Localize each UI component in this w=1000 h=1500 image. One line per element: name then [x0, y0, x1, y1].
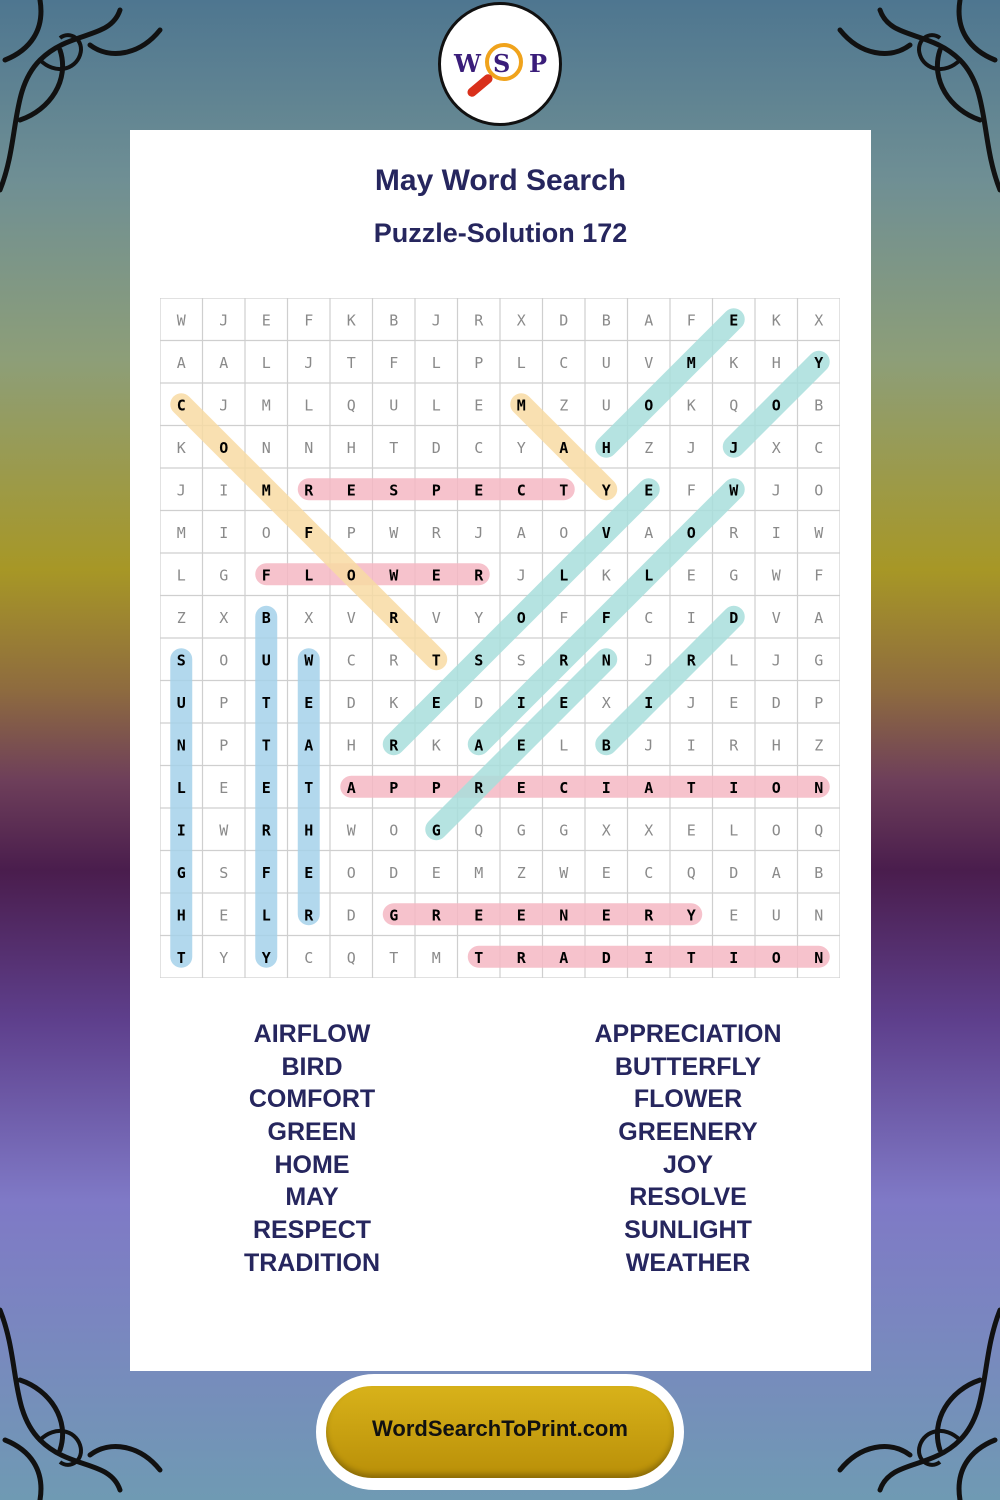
grid-letter-solution[interactable]: T [686, 948, 696, 967]
grid-letter[interactable]: M [474, 863, 484, 882]
grid-letter[interactable]: C [346, 651, 356, 670]
grid-letter[interactable]: D [559, 311, 569, 330]
grid-letter[interactable]: O [219, 651, 229, 670]
grid-letter[interactable]: B [814, 863, 824, 882]
grid-letter[interactable]: T [346, 353, 356, 372]
word-list-item: SUNLIGHT [624, 1216, 752, 1245]
grid-letter[interactable]: O [559, 523, 569, 542]
grid-letter-solution[interactable]: R [474, 566, 484, 585]
grid-letter-solution[interactable]: Y [686, 906, 696, 925]
grid-letter[interactable]: Z [814, 736, 824, 755]
grid-letter-solution[interactable]: T [474, 948, 484, 967]
grid-letter[interactable]: M [261, 396, 271, 415]
grid-letter[interactable]: K [729, 353, 739, 372]
grid-letter-solution[interactable]: E [601, 906, 611, 925]
grid-letter[interactable]: I [219, 481, 229, 500]
word-list-item: BUTTERFLY [614, 1052, 762, 1081]
word-list-item: WEATHER [625, 1248, 751, 1277]
grid-letter-solution[interactable]: R [261, 821, 271, 840]
grid-letter[interactable]: D [346, 693, 356, 712]
word-list-item: FLOWER [633, 1085, 743, 1114]
grid-letter-solution[interactable]: O [686, 523, 696, 542]
grid-letter-solution[interactable]: R [431, 906, 441, 925]
grid-letter[interactable]: Y [516, 438, 526, 457]
grid-letter[interactable]: J [686, 438, 696, 457]
grid-letter[interactable]: K [771, 311, 781, 330]
grid-letter[interactable]: Q [474, 821, 484, 840]
grid-letter[interactable]: V [431, 608, 441, 627]
grid-letter-solution[interactable]: R [389, 736, 399, 755]
grid-letter[interactable]: K [389, 693, 399, 712]
grid-letter[interactable]: A [644, 523, 654, 542]
grid-letter[interactable]: C [304, 948, 314, 967]
grid-letter[interactable]: R [389, 651, 399, 670]
grid-letter-solution[interactable]: L [176, 778, 186, 797]
grid-letter-solution[interactable]: P [431, 481, 441, 500]
grid-letter-solution[interactable]: Y [814, 353, 824, 372]
grid-letter[interactable]: M [431, 948, 441, 967]
grid-letter-solution[interactable]: R [304, 906, 314, 925]
grid-letter[interactable]: C [474, 438, 484, 457]
puzzle-card [130, 130, 871, 1371]
grid-letter-solution[interactable]: N [601, 651, 611, 670]
grid-letter-solution[interactable]: M [686, 353, 696, 372]
grid-letter-solution[interactable]: O [644, 396, 654, 415]
grid-letter[interactable]: U [389, 396, 399, 415]
grid-letter[interactable]: J [686, 693, 696, 712]
grid-letter[interactable]: J [644, 651, 654, 670]
grid-letter[interactable]: O [346, 863, 356, 882]
grid-letter-solution[interactable]: T [686, 778, 696, 797]
grid-letter-solution[interactable]: E [431, 566, 441, 585]
grid-letter-solution[interactable]: Y [261, 948, 271, 967]
grid-letter[interactable]: D [729, 863, 739, 882]
grid-letter-solution[interactable]: P [389, 778, 399, 797]
grid-letter-solution[interactable]: C [516, 481, 526, 500]
grid-letter[interactable]: L [431, 396, 441, 415]
grid-letter[interactable]: L [729, 651, 739, 670]
grid-letter[interactable]: A [644, 311, 654, 330]
grid-letter[interactable]: D [771, 693, 781, 712]
grid-letter[interactable]: D [431, 438, 441, 457]
grid-letter[interactable]: B [389, 311, 399, 330]
grid-letter[interactable]: L [261, 353, 271, 372]
word-list-item: GREENERY [618, 1118, 758, 1147]
grid-letter[interactable]: Z [644, 438, 654, 457]
grid-letter-solution[interactable]: O [219, 438, 229, 457]
grid-letter[interactable]: V [346, 608, 356, 627]
grid-letter-solution[interactable]: I [729, 778, 739, 797]
word-list-item: RESOLVE [629, 1183, 747, 1212]
grid-letter[interactable]: E [431, 863, 441, 882]
grid-letter[interactable]: J [644, 736, 654, 755]
grid-letter[interactable]: A [814, 608, 824, 627]
grid-letter-solution[interactable]: N [814, 778, 824, 797]
grid-letter-solution[interactable]: E [304, 693, 314, 712]
grid-letter-solution[interactable]: A [474, 736, 484, 755]
grid-letter-solution[interactable]: I [601, 778, 611, 797]
grid-letter-solution[interactable]: I [516, 693, 526, 712]
word-list-item: HOME [274, 1150, 350, 1179]
grid-letter-solution[interactable]: N [559, 906, 569, 925]
grid-letter-solution[interactable]: F [261, 566, 271, 585]
grid-letter-solution[interactable]: R [516, 948, 526, 967]
grid-letter-solution[interactable]: T [261, 736, 271, 755]
footer-badge [316, 1374, 684, 1490]
word-list-item: APPRECIATION [594, 1020, 782, 1048]
grid-letter[interactable]: N [814, 906, 824, 925]
grid-letter-solution[interactable]: O [771, 396, 781, 415]
grid-letter[interactable]: L [559, 736, 569, 755]
grid-letter-solution[interactable]: B [261, 608, 271, 627]
grid-letter[interactable]: R [474, 311, 484, 330]
grid-letter[interactable]: P [219, 693, 229, 712]
grid-letter[interactable]: R [729, 523, 739, 542]
grid-letter[interactable]: O [261, 523, 271, 542]
grid-letter[interactable]: S [516, 651, 526, 670]
grid-letter[interactable]: G [729, 566, 739, 585]
grid-letter-solution[interactable]: U [261, 651, 271, 670]
grid-letter[interactable]: F [559, 608, 569, 627]
grid-letter[interactable]: X [219, 608, 229, 627]
grid-letter[interactable]: O [771, 821, 781, 840]
grid-letter-solution[interactable]: N [814, 948, 824, 967]
grid-letter[interactable]: W [389, 523, 399, 542]
word-list-item: RESPECT [252, 1216, 372, 1245]
grid-letter[interactable]: Q [346, 948, 356, 967]
grid-letter-solution[interactable]: H [304, 821, 314, 840]
grid-letter[interactable]: Z [176, 608, 186, 627]
grid-letter[interactable]: J [219, 396, 229, 415]
grid-letter[interactable]: J [516, 566, 526, 585]
site-logo[interactable] [438, 2, 562, 126]
grid-letter-solution[interactable]: S [176, 651, 186, 670]
grid-letter-solution[interactable]: E [559, 693, 569, 712]
grid-letter-solution[interactable]: A [346, 778, 356, 797]
grid-letter-solution[interactable]: V [601, 523, 611, 542]
grid-letter[interactable]: K [176, 438, 186, 457]
grid-letter[interactable]: J [474, 523, 484, 542]
grid-letter[interactable]: A [176, 353, 186, 372]
grid-letter[interactable]: K [686, 396, 696, 415]
logo-letter-s: S [493, 49, 511, 78]
grid-letter[interactable]: X [601, 821, 611, 840]
word-list-item: MAY [285, 1183, 339, 1212]
grid-letter[interactable]: H [771, 353, 781, 372]
grid-canvas [160, 298, 840, 978]
grid-letter-solution[interactable]: B [601, 736, 611, 755]
grid-letter-solution[interactable]: S [474, 651, 484, 670]
grid-letter-solution[interactable]: T [431, 651, 441, 670]
grid-letter-solution[interactable]: R [474, 778, 484, 797]
grid-letter[interactable]: A [771, 863, 781, 882]
word-list-item: COMFORT [248, 1085, 376, 1114]
grid-letter[interactable]: O [814, 481, 824, 500]
grid-letter[interactable]: L [431, 353, 441, 372]
word-list-right [528, 1018, 848, 1280]
grid-letter[interactable]: T [389, 948, 399, 967]
logo-letter-w: W [454, 49, 481, 78]
grid-letter[interactable]: G [219, 566, 229, 585]
grid-letter[interactable]: W [771, 566, 781, 585]
grid-letter[interactable]: V [644, 353, 654, 372]
page-title: May Word Search [374, 164, 627, 197]
grid-letter-solution[interactable]: O [771, 948, 781, 967]
grid-letter-solution[interactable]: E [516, 778, 526, 797]
grid-letter[interactable]: P [346, 523, 356, 542]
grid-letter[interactable]: X [814, 311, 824, 330]
grid-letter[interactable]: E [686, 821, 696, 840]
grid-letter[interactable]: C [814, 438, 824, 457]
grid-letter-solution[interactable]: I [176, 821, 186, 840]
grid-letter-solution[interactable]: I [644, 693, 654, 712]
grid-letter[interactable]: C [559, 353, 569, 372]
grid-letter[interactable]: N [261, 438, 271, 457]
grid-letter-solution[interactable]: O [771, 778, 781, 797]
grid-letter-solution[interactable]: E [474, 481, 484, 500]
grid-letter[interactable]: E [601, 863, 611, 882]
grid-letter[interactable]: F [686, 311, 696, 330]
word-list-left [152, 1018, 472, 1280]
grid-letter[interactable]: J [176, 481, 186, 500]
grid-letter[interactable]: D [346, 906, 356, 925]
grid-letter-solution[interactable]: E [304, 863, 314, 882]
grid-letter-solution[interactable]: Y [601, 481, 611, 500]
grid-letter-solution[interactable]: O [346, 566, 356, 585]
grid-letter-solution[interactable]: N [176, 736, 186, 755]
grid-letter[interactable]: Y [219, 948, 229, 967]
grid-letter[interactable]: M [176, 523, 186, 542]
grid-letter-solution[interactable]: D [729, 608, 739, 627]
grid-letter-solution[interactable]: F [304, 523, 314, 542]
grid-letter[interactable]: E [219, 778, 229, 797]
grid-letter[interactable]: P [814, 693, 824, 712]
site-link-text: WordSearchToPrint.com [372, 1416, 628, 1441]
grid-letter-solution[interactable]: E [474, 906, 484, 925]
grid-letter-solution[interactable]: W [304, 651, 314, 670]
grid-letter[interactable]: I [686, 608, 696, 627]
grid-letter[interactable]: A [516, 523, 526, 542]
grid-letter[interactable]: R [431, 523, 441, 542]
page-subtitle: Puzzle-Solution 172 [373, 218, 628, 248]
grid-letter[interactable]: W [176, 311, 186, 330]
grid-letter-solution[interactable]: G [431, 821, 441, 840]
grid-letter[interactable]: E [261, 311, 271, 330]
grid-letter[interactable]: Q [346, 396, 356, 415]
grid-letter[interactable]: J [304, 353, 314, 372]
grid-letter-solution[interactable]: L [559, 566, 569, 585]
grid-letter[interactable]: I [686, 736, 696, 755]
grid-letter[interactable]: F [686, 481, 696, 500]
grid-letter[interactable]: G [559, 821, 569, 840]
word-list-item: JOY [662, 1150, 714, 1179]
grid-letter-solution[interactable]: H [176, 906, 186, 925]
grid-letter[interactable]: F [389, 353, 399, 372]
grid-letter-solution[interactable]: A [304, 736, 314, 755]
grid-letter[interactable]: G [516, 821, 526, 840]
grid-letter[interactable]: C [644, 608, 654, 627]
word-search-grid [160, 298, 840, 978]
grid-letter[interactable]: N [304, 438, 314, 457]
grid-letter-solution[interactable]: U [176, 693, 186, 712]
grid-letter-solution[interactable]: I [729, 948, 739, 967]
grid-letter-solution[interactable]: A [644, 778, 654, 797]
grid-letter[interactable]: L [516, 353, 526, 372]
grid-letter[interactable]: Y [474, 608, 484, 627]
grid-letter-solution[interactable]: E [431, 693, 441, 712]
grid-letter[interactable]: J [219, 311, 229, 330]
grid-letter[interactable]: X [644, 821, 654, 840]
grid-letter-solution[interactable]: C [176, 396, 186, 415]
grid-letter-solution[interactable]: M [261, 481, 271, 500]
grid-letter[interactable]: H [346, 736, 356, 755]
grid-letter[interactable]: B [601, 311, 611, 330]
grid-letter[interactable]: E [729, 906, 739, 925]
grid-letter[interactable]: K [601, 566, 611, 585]
grid-letter-solution[interactable]: R [559, 651, 569, 670]
grid-letter[interactable]: I [771, 523, 781, 542]
grid-letter-solution[interactable]: P [431, 778, 441, 797]
grid-letter[interactable]: D [389, 863, 399, 882]
grid-letter-solution[interactable]: G [176, 863, 186, 882]
grid-letter[interactable]: E [729, 693, 739, 712]
grid-letter[interactable]: F [814, 566, 824, 585]
grid-letter-solution[interactable]: F [601, 608, 611, 627]
grid-letter[interactable]: W [814, 523, 824, 542]
word-list-item: TRADITION [243, 1248, 381, 1277]
grid-letter[interactable]: D [474, 693, 484, 712]
grid-letter[interactable]: P [219, 736, 229, 755]
grid-letter[interactable]: B [814, 396, 824, 415]
grid-letter-solution[interactable]: R [304, 481, 314, 500]
grid-letter-solution[interactable]: S [389, 481, 399, 500]
grid-letter[interactable]: H [771, 736, 781, 755]
grid-letter-solution[interactable]: E [644, 481, 654, 500]
grid-letter-solution[interactable]: A [559, 948, 569, 967]
grid-letter[interactable]: I [219, 523, 229, 542]
grid-letter[interactable]: E [219, 906, 229, 925]
grid-letter[interactable]: W [559, 863, 569, 882]
grid-letter-solution[interactable]: T [261, 693, 271, 712]
grid-letter-solution[interactable]: E [261, 778, 271, 797]
grid-letter[interactable]: K [346, 311, 356, 330]
grid-letter-solution[interactable]: R [389, 608, 399, 627]
grid-letter[interactable]: E [474, 396, 484, 415]
grid-letter[interactable]: V [771, 608, 781, 627]
grid-letter[interactable]: E [686, 566, 696, 585]
grid-letter[interactable]: G [814, 651, 824, 670]
grid-letter[interactable]: U [771, 906, 781, 925]
grid-letter-solution[interactable]: C [559, 778, 569, 797]
grid-letter[interactable]: U [601, 396, 611, 415]
grid-letter-solution[interactable]: D [601, 948, 611, 967]
grid-letter-solution[interactable]: L [261, 906, 271, 925]
word-list-item: AIRFLOW [253, 1020, 371, 1048]
grid-letter-solution[interactable]: T [176, 948, 186, 967]
grid-letter[interactable]: J [431, 311, 441, 330]
grid-letter[interactable]: C [644, 863, 654, 882]
grid-letter-solution[interactable]: W [389, 566, 399, 585]
grid-letter-solution[interactable]: E [729, 311, 739, 330]
grid-letter[interactable]: O [389, 821, 399, 840]
grid-letter-solution[interactable]: L [304, 566, 314, 585]
grid-letter[interactable]: P [474, 353, 484, 372]
grid-letter[interactable]: F [304, 311, 314, 330]
grid-letter-solution[interactable]: E [516, 906, 526, 925]
grid-letter[interactable]: K [431, 736, 441, 755]
grid-letter[interactable]: L [304, 396, 314, 415]
grid-letter-solution[interactable]: R [686, 651, 696, 670]
word-list-item: BIRD [281, 1052, 343, 1081]
grid-letter[interactable]: X [771, 438, 781, 457]
grid-letter-solution[interactable]: G [389, 906, 399, 925]
grid-letter-solution[interactable]: L [644, 566, 654, 585]
grid-letter[interactable]: T [389, 438, 399, 457]
grid-letter[interactable]: X [516, 311, 526, 330]
grid-letter[interactable]: X [601, 693, 611, 712]
grid-letter[interactable]: J [771, 651, 781, 670]
grid-letter[interactable]: A [219, 353, 229, 372]
grid-letter[interactable]: S [219, 863, 229, 882]
grid-letter[interactable]: U [601, 353, 611, 372]
grid-letter-solution[interactable]: E [516, 736, 526, 755]
grid-letter-solution[interactable]: E [346, 481, 356, 500]
grid-letter[interactable]: J [771, 481, 781, 500]
grid-letter[interactable]: W [219, 821, 229, 840]
grid-letter[interactable]: R [729, 736, 739, 755]
grid-letter[interactable]: Q [814, 821, 824, 840]
grid-letter-solution[interactable]: O [516, 608, 526, 627]
grid-letter[interactable]: L [729, 821, 739, 840]
grid-letter[interactable]: W [346, 821, 356, 840]
grid-letter[interactable]: Z [559, 396, 569, 415]
site-link-button[interactable] [326, 1386, 674, 1478]
grid-letter-solution[interactable]: J [729, 438, 739, 457]
grid-letter-solution[interactable]: R [644, 906, 654, 925]
grid-letter-solution[interactable]: A [559, 438, 569, 457]
grid-letter[interactable]: L [176, 566, 186, 585]
grid-letter[interactable]: H [346, 438, 356, 457]
grid-letter-solution[interactable]: I [644, 948, 654, 967]
grid-letter[interactable]: Q [686, 863, 696, 882]
grid-letter-solution[interactable]: M [516, 396, 526, 415]
logo-letter-p: P [529, 49, 548, 78]
word-list-item: GREEN [267, 1118, 357, 1147]
grid-letter[interactable]: Q [729, 396, 739, 415]
grid-letter[interactable]: X [304, 608, 314, 627]
grid-letter-solution[interactable]: H [601, 438, 611, 457]
grid-letter-solution[interactable]: T [559, 481, 569, 500]
grid-letter[interactable]: Z [516, 863, 526, 882]
grid-letter-solution[interactable]: W [729, 481, 739, 500]
grid-letter-solution[interactable]: F [261, 863, 271, 882]
grid-letter-solution[interactable]: T [304, 778, 314, 797]
